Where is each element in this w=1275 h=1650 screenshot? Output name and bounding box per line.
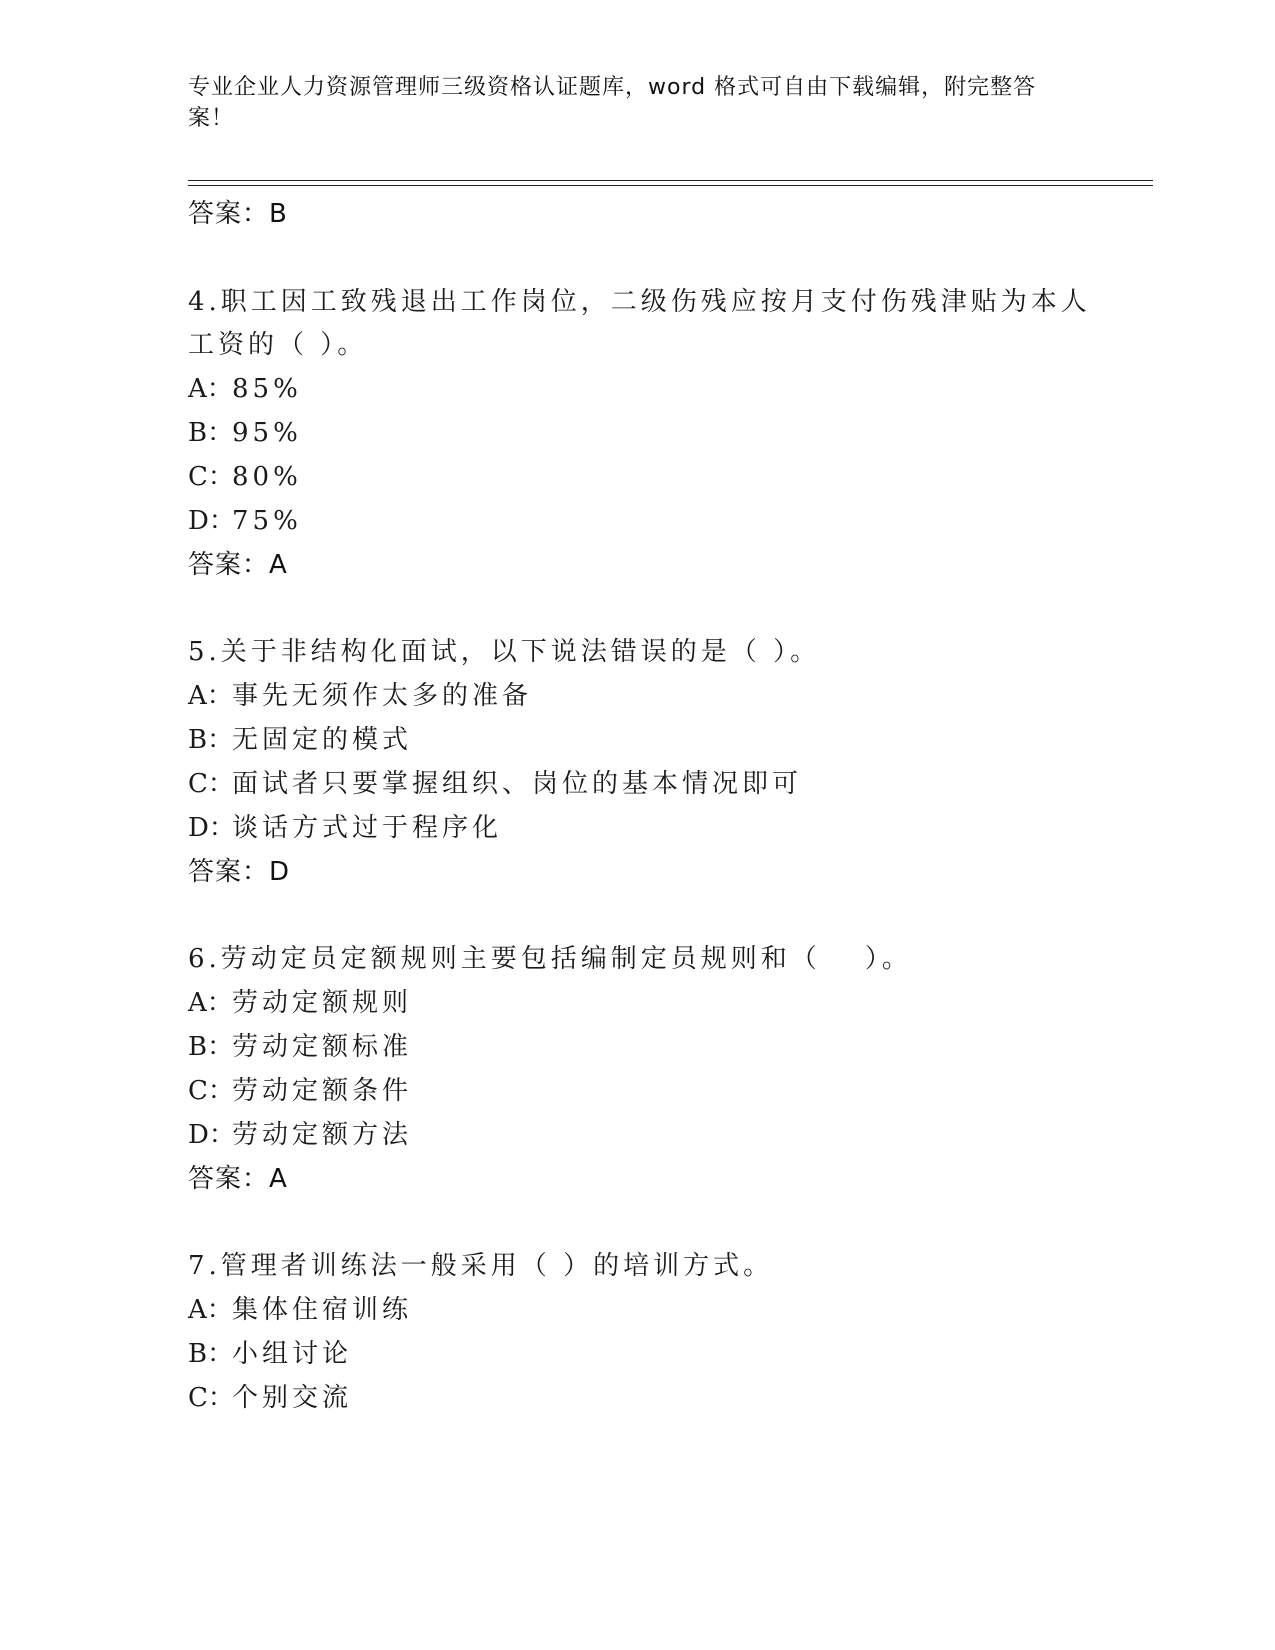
option-key: D： (188, 506, 235, 536)
option-text: 85% (232, 374, 302, 404)
option-key: D： (188, 1120, 235, 1150)
question-7-option-c (188, 1377, 352, 1414)
option-key: C： (188, 769, 234, 799)
option-key: A： (188, 1295, 233, 1325)
option-key: B： (188, 1032, 234, 1062)
question-4-option-d (188, 500, 302, 537)
stem-text-b: ）。 (864, 944, 912, 974)
option-text: 面试者只要掌握组织、岗位的基本情况即可 (232, 769, 803, 799)
option-key: B： (188, 418, 234, 448)
option-key: C： (188, 1383, 234, 1413)
question-7-option-a (188, 1289, 412, 1326)
option-key: A： (188, 681, 233, 711)
option-text: 80% (232, 462, 302, 492)
question-6-stem (188, 938, 912, 975)
question-5-answer: 答案：D (188, 857, 291, 887)
question-4-answer: 答案：A (188, 550, 288, 580)
page-header: 专业企业人力资源管理师三级资格认证题库，word 格式可自由下载编辑，附完整答案！ (188, 75, 1037, 131)
question-5-option-d (188, 807, 502, 844)
stem-text-a: 6.劳动定员定额规则主要包括编制定员规则和（ (188, 944, 821, 974)
option-text: 事先无须作太多的准备 (232, 681, 533, 711)
question-6-option-d (188, 1114, 412, 1151)
question-4-option-a (188, 368, 302, 405)
option-key: C： (188, 462, 234, 492)
question-5-option-c (188, 763, 802, 800)
option-key: B： (188, 1339, 234, 1369)
option-key: B： (188, 725, 234, 755)
header-rule-bottom (188, 185, 1153, 186)
question-6-option-a (188, 982, 412, 1019)
question-5-stem: 5.关于非结构化面试，以下说法错误的是（ ）。 (188, 637, 821, 667)
option-key: C： (188, 1076, 234, 1106)
question-7-stem: 7.管理者训练法一般采用（ ）的培训方式。 (188, 1251, 774, 1281)
option-text: 集体住宿训练 (232, 1295, 413, 1325)
option-key: D： (188, 813, 235, 843)
option-text: 95% (232, 418, 302, 448)
question-6-option-c (188, 1070, 412, 1107)
question-7-option-b (188, 1333, 352, 1370)
option-text: 劳动定额条件 (232, 1076, 413, 1106)
question-5-option-a (188, 675, 532, 712)
option-text: 劳动定额标准 (232, 1032, 413, 1062)
option-text: 75% (232, 506, 302, 536)
option-text: 劳动定额方法 (232, 1120, 413, 1150)
question-6-answer: 答案：A (188, 1164, 288, 1194)
option-text: 劳动定额规则 (232, 988, 413, 1018)
option-key: A： (188, 374, 233, 404)
header-rule-top (188, 180, 1153, 181)
question-4-option-b (188, 412, 302, 449)
question-4-stem-cont: 工资的（ ）。 (188, 330, 368, 360)
option-text: 个别交流 (232, 1383, 353, 1413)
question-4-option-c (188, 456, 302, 493)
option-text: 无固定的模式 (232, 725, 413, 755)
question-6-option-b (188, 1026, 412, 1063)
option-text: 小组讨论 (232, 1339, 353, 1369)
option-key: A： (188, 988, 233, 1018)
question-5-option-b (188, 719, 412, 756)
answer-line: 答案：B (188, 199, 288, 229)
question-4-stem: 4.职工因工致残退出工作岗位，二级伤残应按月支付伤残津贴为本人 (188, 287, 1091, 317)
option-text: 谈话方式过于程序化 (232, 813, 503, 843)
